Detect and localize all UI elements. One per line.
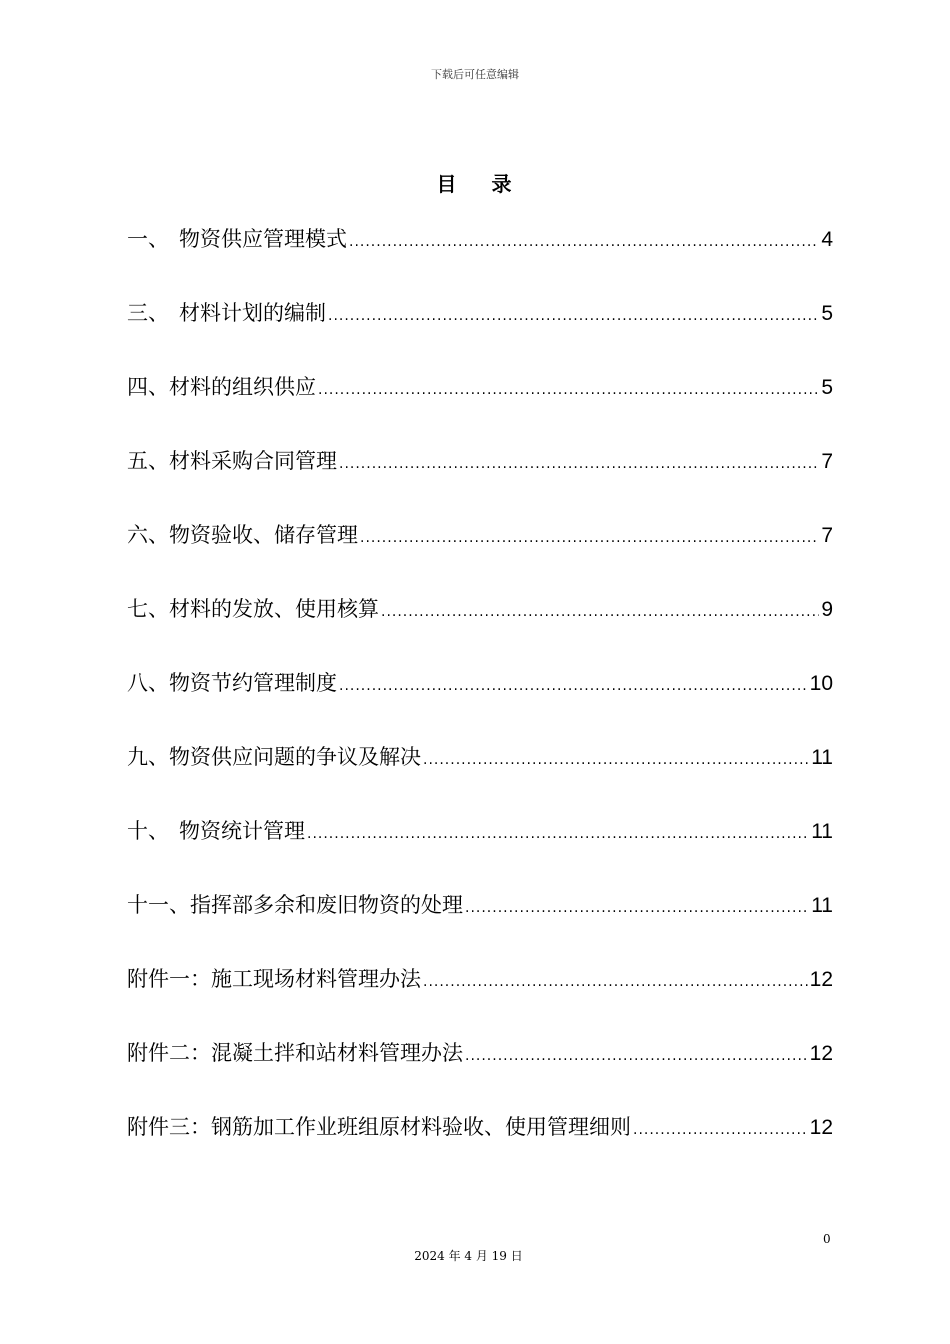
- toc-entry-number: 三、: [127, 301, 169, 325]
- toc-entry[interactable]: [127, 814, 833, 888]
- toc-entry-label: 物资节约管理制度: [169, 671, 337, 695]
- toc-entry[interactable]: [127, 888, 833, 962]
- toc-entry-number: 附件二：: [127, 1041, 211, 1065]
- toc-entry-page: 10: [809, 672, 833, 695]
- toc-dot-leader: [381, 595, 819, 629]
- toc-entry-number: 十一、: [127, 893, 190, 917]
- toc-entry-page: 7: [821, 450, 833, 473]
- toc-entry-page: 5: [821, 376, 833, 399]
- toc-entry-label: 材料采购合同管理: [169, 449, 337, 473]
- toc-entry-number: 一、: [127, 227, 169, 251]
- toc-entry-page: 12: [809, 1042, 833, 1065]
- toc-entry[interactable]: [127, 370, 833, 444]
- toc-dot-leader: [423, 743, 809, 777]
- header-note: 下载后可任意编辑: [431, 68, 519, 81]
- toc-entry-label: 材料的组织供应: [169, 375, 316, 399]
- toc-entry-label: 钢筋加工作业班组原材料验收、使用管理细则: [211, 1115, 631, 1139]
- toc-entry-label: 指挥部多余和废旧物资的处理: [190, 893, 463, 917]
- table-of-contents: [127, 222, 833, 1184]
- toc-entry[interactable]: [127, 1110, 833, 1184]
- toc-entry[interactable]: [127, 518, 833, 592]
- toc-entry-page: 12: [809, 1116, 833, 1139]
- toc-entry-page: 12: [809, 968, 833, 991]
- toc-title: 目 录: [436, 172, 526, 196]
- toc-entry-number: 附件一：: [127, 967, 211, 991]
- toc-entry-label: 物资统计管理: [179, 819, 305, 843]
- toc-entry-page: 11: [811, 746, 833, 769]
- toc-entry[interactable]: [127, 222, 833, 296]
- footer-date: 2024 年 4 月 19 日: [414, 1249, 523, 1263]
- toc-dot-leader: [318, 373, 819, 407]
- toc-dot-leader: [349, 225, 819, 259]
- toc-entry-page: 7: [821, 524, 833, 547]
- toc-entry-label: 混凝土拌和站材料管理办法: [211, 1041, 463, 1065]
- toc-entry-number: 九、: [127, 745, 169, 769]
- toc-entry-number: 七、: [127, 597, 169, 621]
- toc-entry-number: 八、: [127, 671, 169, 695]
- toc-entry[interactable]: [127, 296, 833, 370]
- toc-entry-label: 施工现场材料管理办法: [211, 967, 421, 991]
- toc-entry-label: 材料的发放、使用核算: [169, 597, 379, 621]
- page-number: 0: [823, 1232, 831, 1246]
- toc-dot-leader: [328, 299, 819, 333]
- toc-entry[interactable]: [127, 1036, 833, 1110]
- toc-entry-number: 十、: [127, 819, 169, 843]
- toc-entry[interactable]: [127, 444, 833, 518]
- toc-entry-number: 五、: [127, 449, 169, 473]
- toc-entry[interactable]: [127, 666, 833, 740]
- toc-entry-page: 4: [821, 228, 833, 251]
- toc-entry-page: 5: [821, 302, 833, 325]
- toc-dot-leader: [307, 817, 809, 851]
- toc-entry-page: 9: [821, 598, 833, 621]
- toc-entry-label: 材料计划的编制: [179, 301, 326, 325]
- toc-entry-number: 四、: [127, 375, 169, 399]
- toc-entry-number: 附件三：: [127, 1115, 211, 1139]
- toc-entry-page: 11: [811, 894, 833, 917]
- toc-entry-label: 物资供应问题的争议及解决: [169, 745, 421, 769]
- toc-dot-leader: [360, 521, 819, 555]
- toc-dot-leader: [465, 1039, 808, 1073]
- toc-entry[interactable]: [127, 740, 833, 814]
- toc-dot-leader: [423, 965, 808, 999]
- toc-dot-leader: [465, 891, 809, 925]
- toc-entry-page: 11: [811, 820, 833, 843]
- toc-dot-leader: [339, 669, 808, 703]
- toc-entry[interactable]: [127, 592, 833, 666]
- toc-entry[interactable]: [127, 962, 833, 1036]
- toc-dot-leader: [633, 1113, 808, 1147]
- toc-entry-number: 六、: [127, 523, 169, 547]
- toc-entry-label: 物资验收、储存管理: [169, 523, 358, 547]
- toc-dot-leader: [339, 447, 819, 481]
- toc-entry-label: 物资供应管理模式: [179, 227, 347, 251]
